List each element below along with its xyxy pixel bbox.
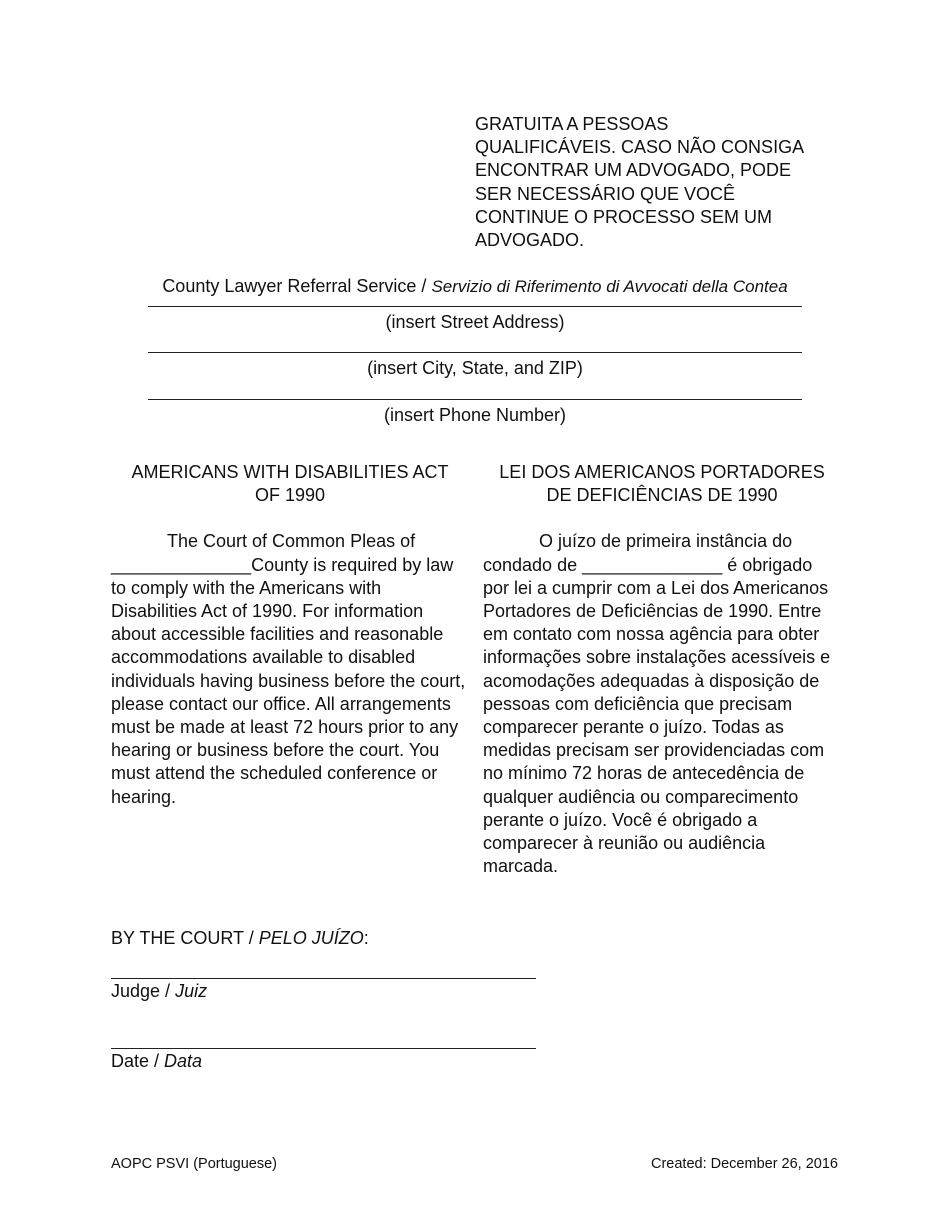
ada-english-paragraph <box>111 530 469 808</box>
footer-created-date: Created: December 26, 2016 <box>651 1156 838 1172</box>
date-label-english: Date <box>111 1051 150 1071</box>
ada-portuguese-line-1: O juízo de primeira instância do <box>539 531 793 552</box>
ada-english-heading-line-2: OF 1990 <box>254 485 326 506</box>
footer-form-id: AOPC PSVI (Portuguese) <box>111 1156 278 1172</box>
date-label-portuguese: Data <box>164 1051 203 1071</box>
ada-portuguese-paragraph <box>483 530 841 878</box>
ada-english-column <box>111 461 469 809</box>
ada-portuguese-line-2 <box>483 554 841 577</box>
ada-english-heading <box>111 461 469 507</box>
ada-english-line-2 <box>111 554 469 577</box>
city-state-zip-rule <box>148 352 802 353</box>
city-state-zip-label: (insert City, State, and ZIP) <box>367 358 583 378</box>
ada-portuguese-column <box>483 461 841 878</box>
ada-portuguese-heading-line-1: LEI DOS AMERICANOS PORTADORES <box>499 462 825 482</box>
judge-signature-field <box>111 978 536 1003</box>
ada-portuguese-body: por lei a cumprir com a Lei dos Americanos Portadores de Deficiências de 1990. Entre em contato com nossa agência para obter informações sobre instalações acessíveis e acomodações adequadas à disposição de pessoas com deficiência que precisam comparecer perante o juízo. Todas as medidas precisam ser providenciadas com no mínimo 72 horas de antecedência de qualquer audiência ou comparecimento perante o juízo. Você é obrigado a comparecer à reunião ou audiência marcada. <box>483 577 831 877</box>
ada-english-line-2-rest: County is required by law <box>251 554 454 575</box>
city-state-zip-field <box>148 352 802 380</box>
lawyer-referral-service-title <box>0 275 950 298</box>
judge-label-english: Judge <box>111 981 161 1001</box>
street-address-rule <box>148 306 802 307</box>
ada-english-body: to comply with the Americans with Disabilities Act of 1990. For information about accessible facilities and reasonable accommodations available to disabled individuals having business before the court, please contact our office. All arrangements must be made at least 72 hours prior to any hearing or business before the court. You must attend the scheduled conference or hearing. <box>111 577 466 807</box>
date-signature-field <box>111 1048 536 1073</box>
by-the-court <box>111 927 369 950</box>
by-court-portuguese: PELO JUÍZO <box>258 928 364 948</box>
date-signature-rule <box>111 1048 536 1049</box>
by-court-colon: : <box>363 928 369 948</box>
judge-signature-rule <box>111 978 536 979</box>
judge-label-separator: / <box>160 981 176 1001</box>
phone-number-rule <box>148 399 802 400</box>
by-court-separator: / <box>243 928 259 948</box>
street-address-label: (insert Street Address) <box>385 312 565 332</box>
date-label <box>111 1050 536 1073</box>
date-label-separator: / <box>149 1051 165 1071</box>
judge-label <box>111 980 536 1003</box>
phone-number-label: (insert Phone Number) <box>383 405 567 425</box>
condado-blank: ______________ <box>582 554 723 575</box>
referral-english: County Lawyer Referral Service <box>162 276 417 296</box>
county-blank: ______________ <box>111 554 252 575</box>
ada-portuguese-heading <box>483 461 841 507</box>
phone-number-field <box>148 399 802 427</box>
referral-separator: / <box>416 276 432 296</box>
top-notice-text: GRATUITA A PESSOAS QUALIFICÁVEIS. CASO NÃO CONSIGA ENCONTRAR UM ADVOGADO, PODE SER NECESSÁRIO QUE VOCÊ CONTINUE O PROCESSO SEM UM ADVOGADO. <box>475 114 805 251</box>
ada-english-heading-line-1: AMERICANS WITH DISABILITIES ACT <box>131 462 449 482</box>
judge-label-portuguese: Juiz <box>175 981 208 1001</box>
ada-english-line-1: The Court of Common Pleas of <box>167 531 416 552</box>
referral-translation: Servizio di Riferimento di Avvocati della Contea <box>431 277 788 296</box>
ada-portuguese-line-2-start: condado de <box>483 554 583 575</box>
street-address-field <box>148 306 802 334</box>
ada-portuguese-line-2-end: é obrigado <box>722 554 813 575</box>
ada-portuguese-heading-line-2: DE DEFICIÊNCIAS DE 1990 <box>546 485 778 506</box>
by-court-english: BY THE COURT <box>111 928 244 948</box>
